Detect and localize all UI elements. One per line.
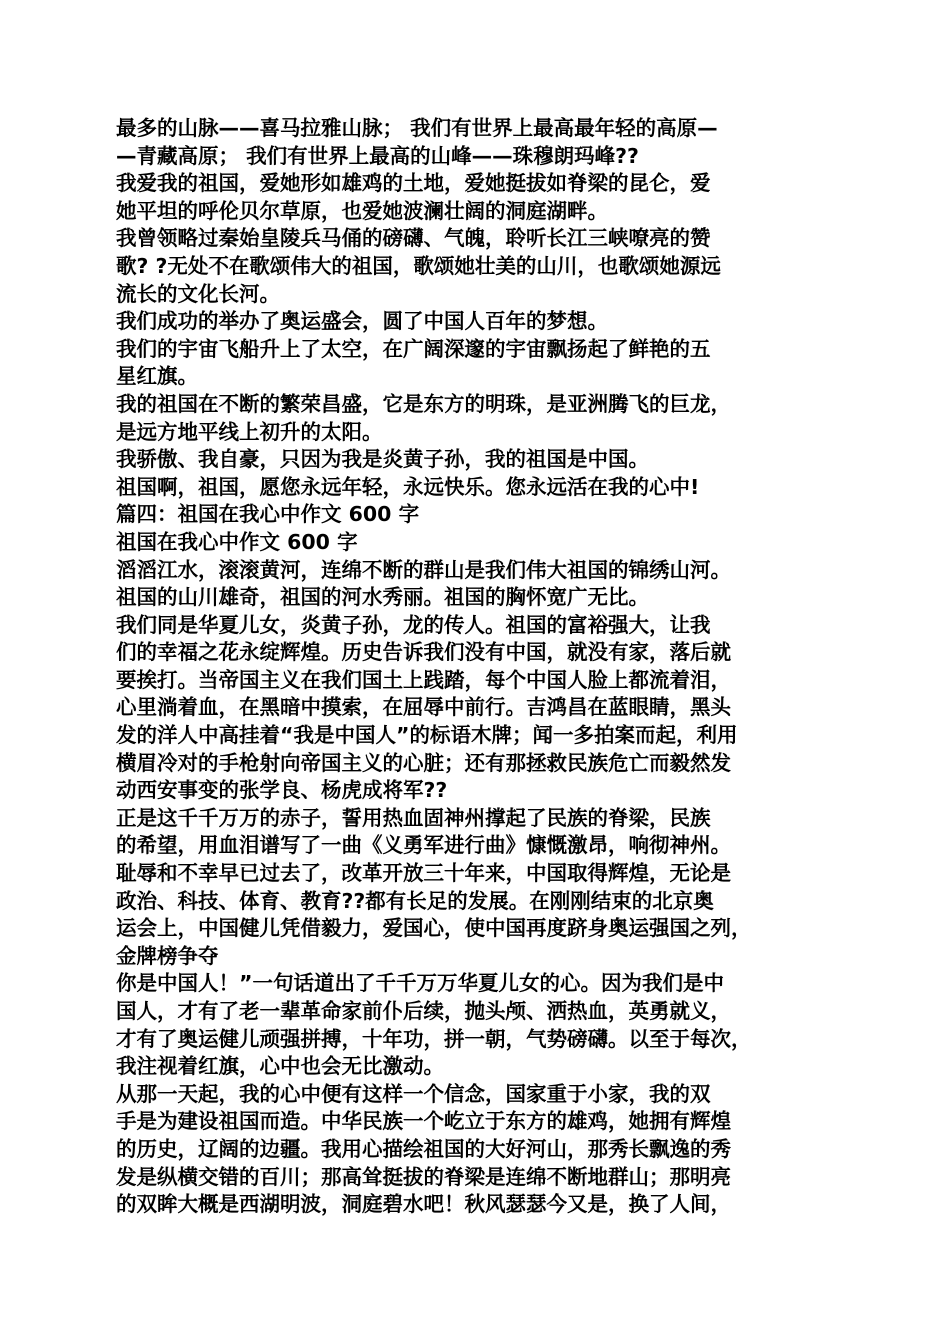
text-line: 篇四：祖国在我心中作文 600 字 <box>116 502 420 527</box>
text-line: 祖国啊，祖国，愿您永远年轻，永远快乐。您永远活在我的心中! <box>116 474 700 499</box>
text-line: 滔滔江水，滚滚黄河，连绵不断的群山是我们伟大祖国的锦绣山河。 <box>116 557 731 582</box>
text-line: 我注视着红旗，心中也会无比激动。 <box>116 1054 444 1079</box>
text-line: 运会上，中国健儿凭借毅力，爱国心，使中国再度跻身奥运强国之列， <box>116 916 752 941</box>
text-line: 是远方地平线上初升的太阳。 <box>116 419 383 444</box>
text-line: 的希望，用血泪谱写了一曲《义勇军进行曲》慷慨激昂，响彻神州。 <box>116 833 731 858</box>
paragraph <box>116 308 844 336</box>
text-line: 我爱我的祖国，爱她形如雄鸡的土地，爱她挺拔如脊梁的昆仑，爱 <box>116 171 711 196</box>
text-line: 我们成功的举办了奥运盛会，圆了中国人百年的梦想。 <box>116 309 608 334</box>
text-line: 政治、科技、体育、教育??都有长足的发展。在刚刚结束的北京奥 <box>116 888 714 913</box>
text-line: 我骄傲、我自豪，只因为我是炎黄子孙，我的祖国是中国。 <box>116 447 649 472</box>
text-line: 金牌榜争夺 <box>116 943 219 968</box>
text-line: —青藏高原； 我们有世界上最高的山峰——珠穆朗玛峰?? <box>116 143 639 168</box>
text-line: 国人，才有了老一辈革命家前仆后续，抛头颅、洒热血，英勇就义， <box>116 999 731 1023</box>
text-line: 发是纵横交错的百川；那高耸挺拔的脊梁是连绵不断地群山；那明亮 <box>116 1164 731 1189</box>
paragraph <box>116 1081 844 1219</box>
text-line: 心里淌着血，在黑暗中摸索，在屈辱中前行。吉鸿昌在蓝眼睛，黑头 <box>116 695 731 720</box>
paragraph <box>116 612 844 805</box>
paragraph <box>116 336 844 391</box>
text-line: 正是这千千万万的赤子，誓用热血固神州撑起了民族的脊梁，民族 <box>116 805 711 830</box>
text-line: 我们的宇宙飞船升上了太空，在广阔深邃的宇宙飘扬起了鲜艳的五 <box>116 336 711 361</box>
paragraph <box>116 391 844 446</box>
text-line: 我的祖国在不断的繁荣昌盛，它是东方的明珠，是亚洲腾飞的巨龙， <box>116 391 731 416</box>
paragraph <box>116 805 844 971</box>
paragraph <box>116 446 844 474</box>
text-line: 最多的山脉——喜马拉雅山脉； 我们有世界上最高最年轻的高原— <box>116 116 718 140</box>
text-line: 动西安事变的张学良、杨虎成将军?? <box>116 778 448 803</box>
paragraph <box>116 970 844 1080</box>
text-line: 从那一天起，我的心中便有这样一个信念，国家重于小家，我的双 <box>116 1081 711 1106</box>
text-line: 她平坦的呼伦贝尔草原，也爱她波澜壮阔的洞庭湖畔。 <box>116 198 608 223</box>
text-line: 们的幸福之花永绽辉煌。历史告诉我们没有中国，就没有家，落后就 <box>116 640 731 665</box>
text-line: 流长的文化长河。 <box>116 281 280 306</box>
text-line: 歌? ?无处不在歌颂伟大的祖国，歌颂她壮美的山川，也歌颂她源远 <box>116 253 721 278</box>
text-line: 的双眸大概是西湖明波，洞庭碧水吧！秋风瑟瑟今又是，换了人间， <box>116 1192 731 1217</box>
text-line: 星红旗。 <box>116 364 198 389</box>
text-line: 祖国的山川雄奇，祖国的河水秀丽。祖国的胸怀宽广无比。 <box>116 585 649 610</box>
text-line: 耻辱和不幸早已过去了，改革开放三十年来，中国取得辉煌，无论是 <box>116 861 731 886</box>
paragraph <box>116 557 844 612</box>
text-line: 我曾领略过秦始皇陵兵马俑的磅礴、气魄，聆听长江三峡嘹亮的赞 <box>116 226 711 251</box>
document-body <box>116 115 844 1219</box>
paragraph <box>116 225 844 308</box>
text-line: 才有了奥运健儿顽强拼搏，十年功，拼一朝，气势磅礴。以至于每次， <box>116 1026 752 1051</box>
paragraph <box>116 170 844 225</box>
text-line: 你是中国人！”一句话道出了千千万万华夏儿女的心。因为我们是中 <box>116 971 724 996</box>
text-line: 我们同是华夏儿女，炎黄子孙，龙的传人。祖国的富裕强大，让我 <box>116 612 711 637</box>
paragraph <box>116 501 844 529</box>
paragraph <box>116 115 844 170</box>
paragraph <box>116 474 844 502</box>
text-line: 横眉冷对的手枪射向帝国主义的心脏；还有那拯救民族危亡而毅然发 <box>116 750 731 775</box>
text-line: 手是为建设祖国而造。中华民族一个屹立于东方的雄鸡，她拥有辉煌 <box>116 1109 731 1134</box>
text-line: 祖国在我心中作文 600 字 <box>116 529 358 554</box>
paragraph <box>116 529 844 557</box>
text-line: 发的洋人中高挂着“我是中国人”的标语木牌；闻一多拍案而起，利用 <box>116 723 738 748</box>
text-line: 要挨打。当帝国主义在我们国土上践踏，每个中国人脸上都流着泪， <box>116 667 731 692</box>
text-line: 的历史，辽阔的边疆。我用心描绘祖国的大好河山，那秀长飘逸的秀 <box>116 1136 731 1161</box>
